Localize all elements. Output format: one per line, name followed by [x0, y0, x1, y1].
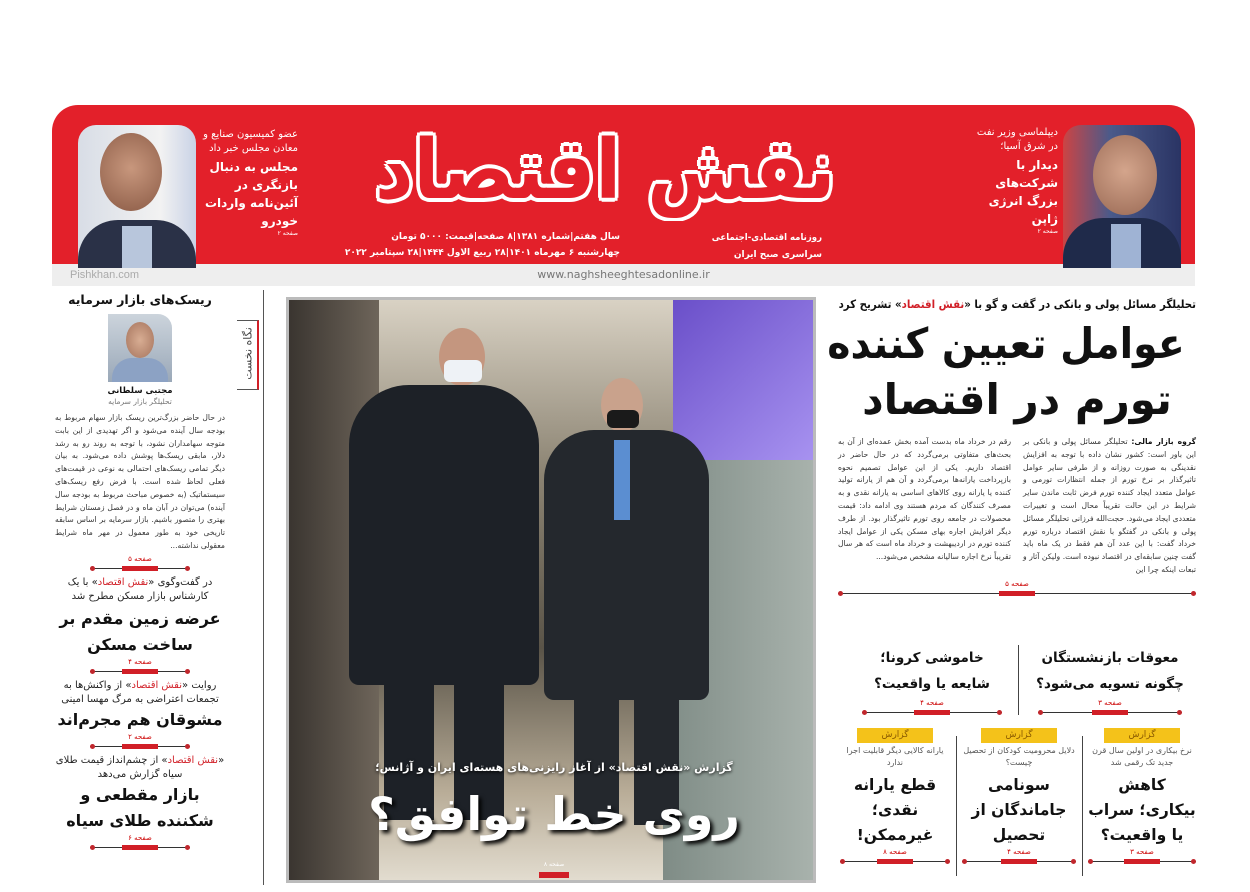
mid-story-1[interactable]: [1030, 645, 1190, 716]
mid-headline: معوقات بازنشستگان چگونه تسویه می‌شود؟: [1036, 650, 1184, 692]
coverage: سراسری صبح ایران: [733, 250, 822, 260]
divider: [840, 857, 950, 865]
teaser-right[interactable]: [966, 126, 1058, 236]
report-3[interactable]: [840, 728, 950, 865]
teaser-headline: مشوقان هم مجرم‌اند: [57, 709, 223, 729]
left-teaser-3[interactable]: [55, 754, 225, 851]
photo-headline: روی خط توافق؟: [368, 787, 740, 841]
divider: [90, 843, 190, 851]
page-ref: صفحه ۴: [1007, 848, 1031, 856]
divider: [90, 564, 190, 572]
lead-headline-2: تورم در اقتصاد: [862, 375, 1172, 424]
kicker-text: در گفت‌و‌گوی «: [148, 576, 213, 588]
report-tag: گزارش: [981, 728, 1057, 743]
mid-story-2[interactable]: [862, 645, 1002, 716]
teaser-right-kicker: دیپلماسی وزیر نفت در شرق آسیا؛: [976, 127, 1058, 152]
website-url[interactable]: www.naghsheeghtesadonline.ir: [52, 264, 1195, 286]
report-kicker: دلایل محرومیت کودکان از تحصیل چیست؟: [963, 746, 1075, 767]
byline: گروه بازار مالی:: [1131, 437, 1196, 446]
report-tag: گزارش: [1104, 728, 1180, 743]
page-ref: صفحه ۵: [1005, 579, 1029, 588]
watermark: Pishkhan.com: [70, 269, 140, 281]
teaser-headline: بازار مقطعی و شکننده طلای سیاه: [66, 784, 214, 830]
divider: [90, 667, 190, 675]
page-ref: صفحه ۳: [1098, 699, 1122, 707]
tagline: روزنامه اقتصادی-اجتماعی: [711, 233, 822, 243]
photo-page: صفحه ۸: [543, 861, 565, 868]
teaser-left-page: صفحه ۲: [277, 230, 298, 237]
page-ref: صفحه ۵: [128, 554, 152, 563]
teaser-right-page: صفحه ۲: [1037, 228, 1058, 235]
column-rule: [263, 290, 264, 885]
left-column: [55, 290, 225, 851]
brand-name: نقش اقتصاد: [167, 754, 219, 766]
page-ref: صفحه ۶: [128, 833, 152, 842]
report-headline: سونامی جاماندگان از تحصیل: [971, 776, 1067, 844]
divider: [90, 742, 190, 750]
teaser-photo-left: [78, 125, 196, 268]
teaser-left-headline: مجلس به دنبال بازنگری در آئین‌نامه واردات خودرو: [204, 160, 298, 228]
kicker-text: تحلیلگر مسائل پولی و بانکی در گفت و گو با «: [964, 297, 1196, 311]
left-teaser-1[interactable]: [55, 576, 225, 675]
report-tag: گزارش: [857, 728, 933, 743]
teaser-right-headline: دیدار با شرکت‌های بزرگ انرژی ژاپن: [988, 158, 1058, 226]
divider: [1088, 857, 1196, 865]
issue-info: سال هفتم|شماره ۱۳۸۱|۸ صفحه|قیمت: ۵۰۰۰ تومان: [391, 232, 620, 242]
lead-headline-1: عوامل تعیین کننده: [827, 319, 1185, 368]
divider: [862, 708, 1002, 716]
teaser-left-kicker: عضو کمیسیون صنایع و معادن مجلس خبر داد: [203, 129, 298, 154]
purple-panel: [673, 300, 813, 460]
page-ref: صفحه ۸: [883, 848, 907, 856]
left-teaser-2[interactable]: [55, 679, 225, 750]
page-ref: صفحه ۳: [1130, 848, 1154, 856]
page-ref: صفحه ۴: [920, 699, 944, 707]
kicker-text: » تشریح کرد: [838, 297, 902, 311]
kicker-text: » از چشم‌انداز قیمت طلای سیاه گزارش می‌دهد: [55, 754, 183, 780]
teaser-photo-right: [1063, 125, 1181, 268]
report-1[interactable]: [1088, 728, 1196, 865]
report-headline: کاهش بیکاری؛ سراب یا واقعیت؟: [1088, 776, 1196, 844]
kicker-text: » با یک کارشناس بازار مسکن مطرح شد: [67, 576, 209, 602]
lead-story[interactable]: [827, 296, 1196, 597]
author-name: مجتبی سلطانی: [107, 386, 173, 396]
kicker-text: روایت «: [182, 679, 217, 691]
lead-kicker: [838, 296, 1196, 312]
newspaper-logo: نقش اقتصاد: [375, 123, 836, 218]
brand-name: نقش اقتصاد: [97, 576, 149, 588]
kicker-text: » از واکنش‌ها به تجمعات اعتراضی به مرگ مهسا امینی: [61, 679, 219, 705]
report-kicker: یارانه کالایی دیگر قابلیت اجرا ندارد: [846, 746, 944, 767]
section-label-box: [237, 320, 259, 390]
brand-name: نقش اقتصاد: [901, 297, 965, 311]
column-body: در حال حاضر بزرگ‌ترین ریسک بازار سهام مربوط به بودجه سال آینده می‌شود و اگر تهدیدی از این بابت متوجه سهامداران نشود، با توجه به روند رو به رشد دلار، مابقی ریسک‌ها پوشش داده می‌شود. به بیان دیگر تمامی ریسک‌های احتمالی به نوعی در قیمت‌های فعلی لحاظ شده است. با فرض رفع ریسک‌های سیستماتیک (به خصوص مباحث مربوط به بودجه سال آینده) می‌توان در آبان ماه و در فصل زمستان شرایط بهتری را متصور باشیم. بازار سرمایه بر اساس سابقه تاریخی خود به طور معمول در مهر ماه شرایط معقولی نداشته...: [55, 413, 225, 550]
divider: [838, 589, 1196, 597]
teaser-headline: عرضه زمین مقدم بر ساخت مسکن: [59, 608, 221, 654]
section-label: نگاه نخست: [241, 327, 255, 380]
kicker-text: «: [218, 754, 225, 766]
report-2[interactable]: [962, 728, 1076, 865]
column-rule: [1082, 736, 1083, 876]
teaser-left[interactable]: [200, 128, 298, 238]
column-rule: [956, 736, 957, 876]
author-role: تحلیلگر بازار سرمایه: [108, 397, 172, 406]
issue-date: چهارشنبه ۶ مهرماه ۱۴۰۱|۲۸ ربیع الاول ۱۴۴۴|۲۸ سپتامبر ۲۰۲۲: [344, 248, 620, 258]
photo-page-marker: [539, 872, 569, 878]
main-photo[interactable]: [286, 297, 816, 883]
column-title: ریسک‌های بازار سرمایه: [68, 292, 212, 307]
report-headline: قطع یارانه نقدی؛ غیرممکن!: [853, 776, 937, 844]
lead-body-col2: رقم در خرداد ماه بدست آمده بخش عمده‌ای از آن به بحث‌های متفاوتی برمی‌گردد که در حال حاضر در اقتصاد داریم. یکی از این عوامل تصمیم نحوه بازپرداخت یارانه‌ها برمی‌گردد و آن هم از یارانه تولید کننده یا یارانه روی کالاهای اساسی به یارانه نقدی و به مصرف کنندگان که مردم هستند وی ادامه داد: قیمت محصولات در جامعه روی تورم تاثیرگذار بود. از طرف دیگر افزایش اجاره بهای مسکن یکی از عوامل ایجاد کننده تورم در اردیبهشت و خرداد ماه است که هر سال تقریباً نرخ اجاره سالیانه مشخص می‌شود...: [838, 437, 1011, 562]
divider: [962, 857, 1076, 865]
author-photo: [108, 314, 172, 382]
column-rule: [1018, 645, 1019, 715]
page-ref: صفحه ۴: [128, 657, 152, 666]
page-ref: صفحه ۲: [128, 732, 152, 741]
column-article[interactable]: [55, 290, 225, 572]
mid-headline: خاموشی کرونا؛ شایعه یا واقعیت؟: [874, 650, 990, 692]
divider: [1038, 708, 1182, 716]
brand-name: نقش اقتصاد: [131, 679, 183, 691]
photo-kicker: گزارش «نقش اقتصاد» از آغاز رایزنی‌های هسته‌ای ایران و آژانس؛: [375, 761, 733, 774]
lead-body-col1: [1023, 436, 1196, 577]
report-kicker: نرخ بیکاری در اولین سال قرن جدید تک رقمی شد: [1092, 746, 1192, 767]
body-text: تحلیلگر مسائل پولی و بانکی بر این باور است: کشور نشان داده با توجه به افزایش نقدینگی به صورت روزانه و از طرفی سایر عوامل تاثیرگذار بر نرخ تورم از جمله انتظارات تورمی و عوامل متعدد ایجاد کننده تورم فرض ثابت ماندن سایر شرایط در این حالت تقریباً محال است و تغییرات متعددی ایجاد می‌شود. حجت‌الله فرزانی تحلیلگر مسائل پولی و بانکی در گفتگو با نقش اقتصاد درباره تورم خرداد گفت: با این عدد آن هم فقط در یک ماه باید گفت چنین سابقه‌ای در اقتصاد نبوده است. ولیکن آثار و تبعات اینکه چرا این: [1023, 437, 1196, 574]
